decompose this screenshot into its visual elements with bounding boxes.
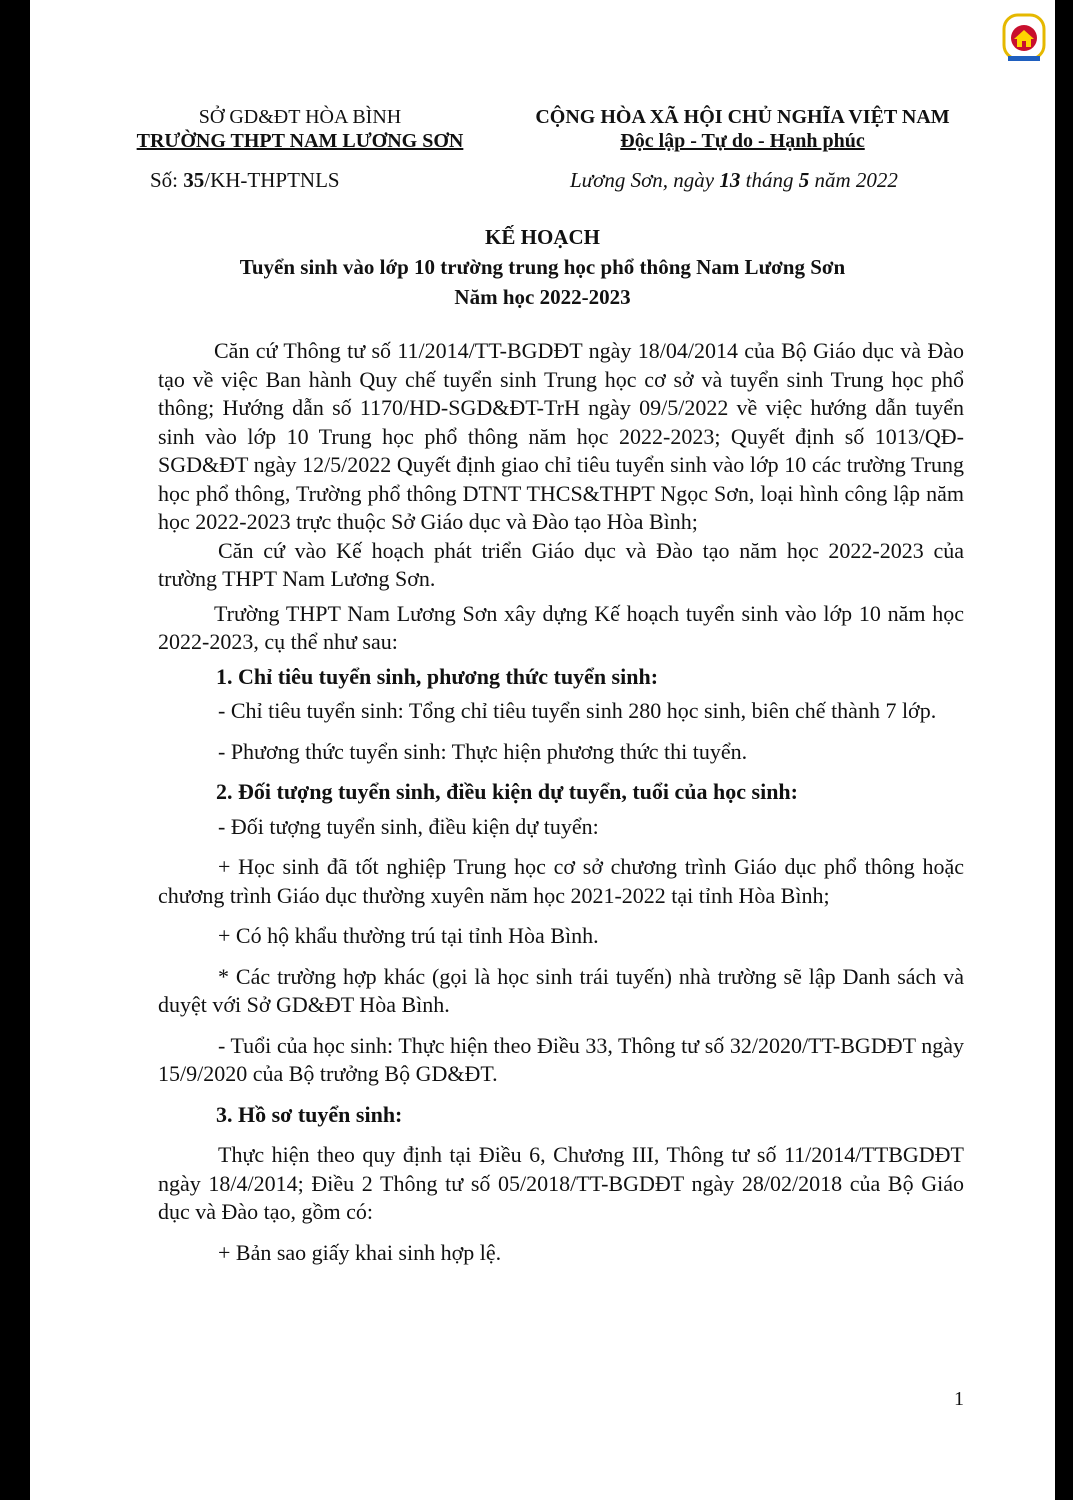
department-name: SỞ GD&ĐT HÒA BÌNH [198,106,402,128]
paragraph-legal-basis-2: Căn cứ vào Kế hoạch phát triển Giáo dục và Đào tạo năm học 2022-2023 của trường THPT Nam Lương Sơn. [158,537,964,591]
paragraph-quota: - Chỉ tiêu tuyển sinh: Tổng chỉ tiêu tuyển sinh 280 học sinh, biên chế thành 7 lớp. [218,698,937,723]
document-number: Số: 35/KH-THPTNLS [150,168,340,192]
paragraph-method: - Phương thức tuyển sinh: Thực hiện phương thức thi tuyển. [218,738,748,764]
national-motto: Độc lập - Tự do - Hạnh phúc [620,130,865,152]
section-heading-2: 2. Đối tượng tuyển sinh, điều kiện dự tuyển, tuổi của học sinh: [216,779,798,804]
paragraph-intro: Trường THPT Nam Lương Sơn xây dựng Kế hoạch tuyển sinh vào lớp 10 năm học 2022-2023, cụ thể như sau: [158,600,964,654]
document-body [158,337,964,1267]
paragraph-legal-basis-1: Căn cứ Thông tư số 11/2014/TT-BGDĐT ngày 18/04/2014 của Bộ Giáo dục và Đào tạo về việc Ban hành Quy chế tuyển sinh Trung học cơ sở và tuyển sinh Trung học phổ thông; Hướng dẫn số 1170/HD-SGD&ĐT-TrH ngày 09/5/2022 về việc hướng dẫn tuyển sinh vào lớp 10 Trung học phổ thông năm học 2022-2023; Quyết định số 1013/QĐ-SGD&ĐT ngày 12/5/2022 Quyết định giao chỉ tiêu tuyển sinh vào lớp 10 các trường Trung học phổ thông, Trường phổ thông DTNT THCS&THPT Ngọc Sơn, loại hình công lập năm học 2022-2023 trực thuộc Sở Giáo dục và Đào tạo Hòa Bình; [158,338,964,534]
page-number: 1 [954,1388,964,1410]
school-name: TRƯỜNG THPT NAM LƯƠNG SƠN [136,130,464,152]
paragraph-eligibility: - Đối tượng tuyển sinh, điều kiện dự tuyển: [218,813,599,839]
paragraph-other-cases: * Các trường hợp khác (gọi là học sinh trái tuyến) nhà trường sẽ lập Danh sách và duyệt với Sở GD&ĐT Hòa Bình. [158,963,964,1017]
title-school-year: Năm học 2022-2023 [454,285,631,309]
paragraph-birth-certificate: + Bản sao giấy khai sinh hợp lệ. [218,1239,502,1265]
nation-name: CỘNG HÒA XÃ HỘI CHỦ NGHĨA VIỆT NAM [535,106,950,128]
document-date: Lương Sơn, ngày 13 tháng 5 năm 2022 [570,168,898,192]
paragraph-age: - Tuổi của học sinh: Thực hiện theo Điều 33, Thông tư số 32/2020/TT-BGDĐT ngày 15/9/2020 của Bộ trưởng Bộ GD&ĐT. [158,1032,964,1086]
document-title [30,222,1055,312]
document-page [30,0,1055,1500]
section-heading-3: 3. Hồ sơ tuyển sinh: [216,1101,403,1127]
issuing-authority [110,105,490,153]
paragraph-residence: + Có hộ khẩu thường trú tại tỉnh Hòa Bình. [218,923,599,948]
paragraph-documents: Thực hiện theo quy định tại Điều 6, Chương III, Thông tư số 11/2014/TTBGDĐT ngày 18/4/2014; Điều 2 Thông tư số 05/2018/TT-BGDĐT ngày 28/02/2018 của Bộ Giáo dục và Đào tạo, gồm có: [158,1142,964,1224]
title-main: KẾ HOẠCH [485,225,600,249]
school-logo-icon [1000,12,1048,64]
paragraph-graduates: + Học sinh đã tốt nghiệp Trung học cơ sở chương trình Giáo dục phổ thông hoặc chương trình Giáo dục thường xuyên năm học 2021-2022 tại tỉnh Hòa Bình; [158,854,964,908]
section-heading-1: 1. Chỉ tiêu tuyển sinh, phương thức tuyển sinh: [216,663,659,689]
title-subject: Tuyển sinh vào lớp 10 trường trung học phổ thông Nam Lương Sơn [239,255,846,279]
national-header [500,105,985,153]
